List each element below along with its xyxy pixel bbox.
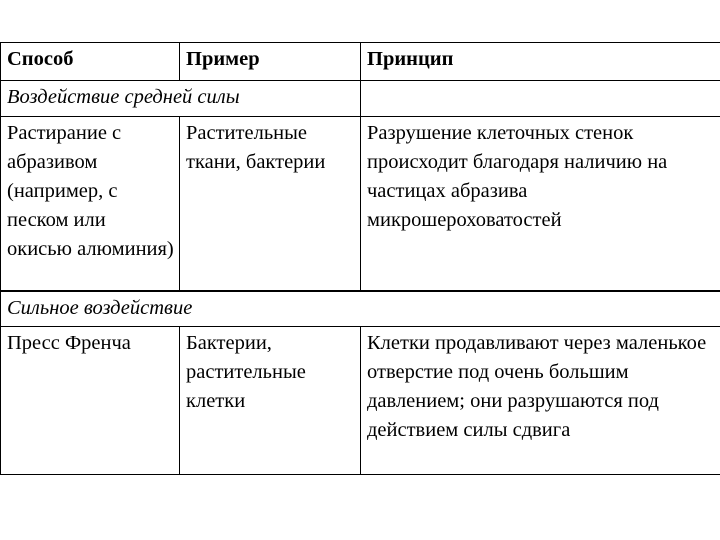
methods-table-container xyxy=(0,42,720,475)
section-row-strong xyxy=(1,291,720,327)
table-row xyxy=(1,117,720,292)
section-title-strong: Сильное воздействие xyxy=(1,291,720,327)
header-principle: Принцип xyxy=(361,43,720,81)
header-example: Пример xyxy=(180,43,361,81)
example-cell: Бактерии, растительные клетки xyxy=(180,327,361,475)
principle-cell: Разрушение клеточных стенок происходит благодаря наличию на частицах абразива микрошероховатостей xyxy=(361,117,720,292)
method-cell: Растирание с абразивом (например, с песком или окисью алюминия) xyxy=(1,117,180,292)
cell-disruption-methods-table xyxy=(0,42,720,475)
header-method: Способ xyxy=(1,43,180,81)
method-cell: Пресс Френча xyxy=(1,327,180,475)
principle-cell: Клетки продавливают через маленькое отверстие под очень большим давлением; они разрушаются под действием силы сдвига xyxy=(361,327,720,475)
section-empty-cell xyxy=(361,81,720,117)
section-row-medium xyxy=(1,81,720,117)
example-cell: Растительные ткани, бактерии xyxy=(180,117,361,292)
table-row xyxy=(1,327,720,475)
table-header-row xyxy=(1,43,720,81)
section-title-medium: Воздействие средней силы xyxy=(1,81,361,117)
